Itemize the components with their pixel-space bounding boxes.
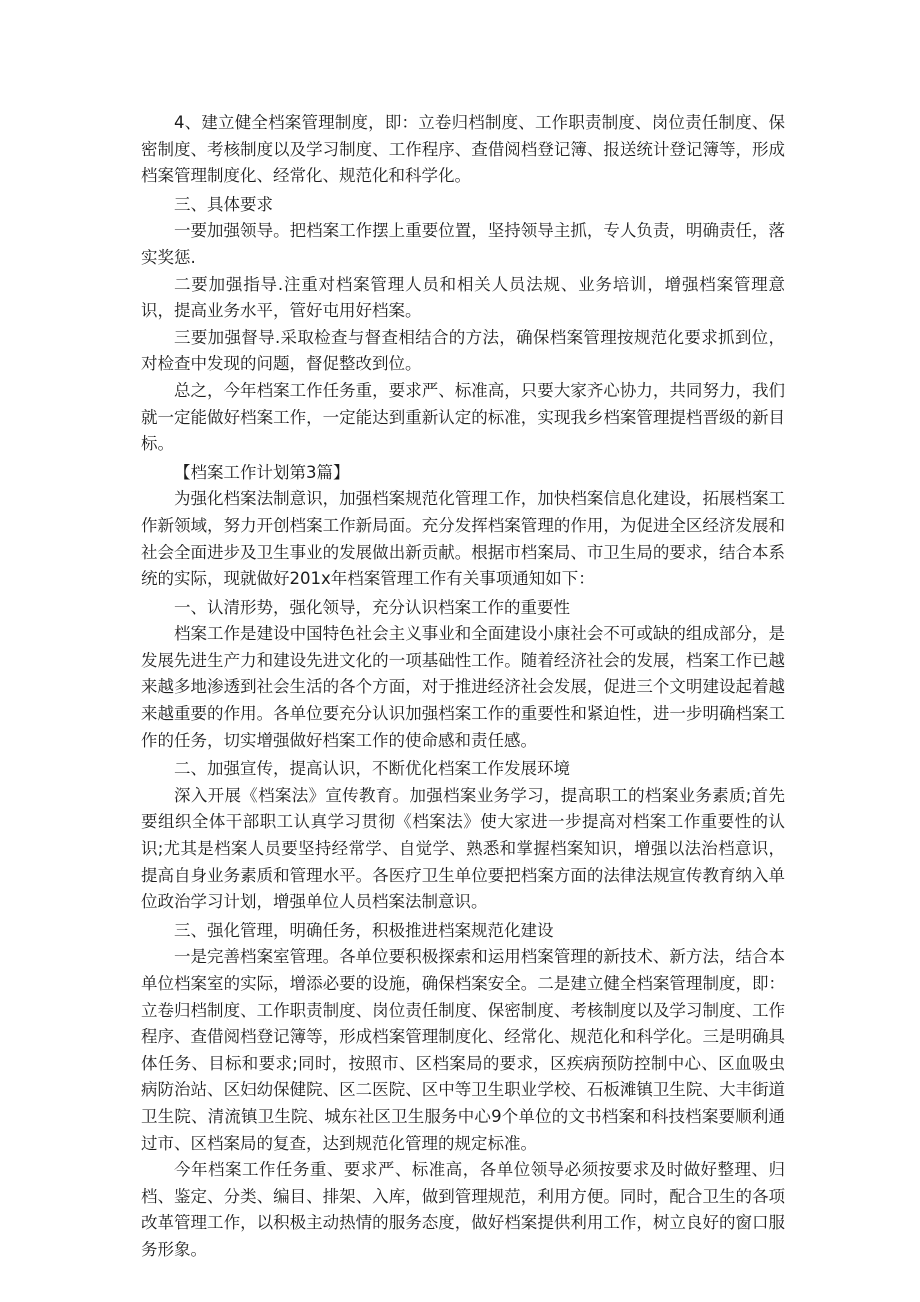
- paragraph-guidance: 二要加强指导.注重对档案管理人员和相关人员法规、业务培训，增强档案管理意识，提高业务水平，管好屯用好档案。: [141, 274, 785, 321]
- paragraph-publicity: 深入开展《档案法》宣传教育。加强档案业务学习，提高职工的档案业务素质;首先要组织全体干部职工认真学习贯彻《档案法》使大家进一步提高对档案工作重要性的认识;尤其是档案人员要坚持经常学、自觉学、熟悉和掌握档案知识，增强以法治档意识，提高自身业务素质和管理水平。各医疗卫生单位要把档案方面的法律法规宣传教育纳入单位政治学习计划，增强单位人员档案法制意识。: [141, 785, 785, 912]
- document-body: [141, 110, 785, 1264]
- paragraph-summary: 总之，今年档案工作任务重，要求严、标准高，只要大家齐心协力，共同努力，我们就一定能做好档案工作，一定能达到重新认定的标准，实现我乡档案管理提档晋级的新目标。: [141, 380, 785, 454]
- paragraph-supervision: 三要加强督导.采取检查与督查相结合的方法，确保档案管理按规范化要求抓到位，对检查中发现的问题，督促整改到位。: [141, 327, 785, 374]
- paragraph-archive-system: 4、建立健全档案管理制度，即：立卷归档制度、工作职责制度、岗位责任制度、保密制度、考核制度以及学习制度、工作程序、查借阅档登记簿、报送统计登记簿等，形成档案管理制度化、经常化、规范化和科学化。: [141, 113, 785, 186]
- paragraph-intro: 为强化档案法制意识，加强档案规范化管理工作，加快档案信息化建设，拓展档案工作新领域，努力开创档案工作新局面。充分发挥档案管理的作用，为促进全区经济发展和社会全面进步及卫生事业的发展做出新贡献。根据市档案局、市卫生局的要求，结合本系统的实际，现就做好201x年档案管理工作有关事项通知如下：: [141, 489, 785, 589]
- section-heading-1: 一、认清形势，强化领导，充分认识档案工作的重要性: [174, 597, 570, 617]
- section-heading-requirements: 三、具体要求: [174, 194, 273, 214]
- paragraph-conclusion: 今年档案工作任务重、要求严、标准高，各单位领导必须按要求及时做好整理、归档、鉴定、分类、编目、排架、入库，做到管理规范，利用方便。同时，配合卫生的各项改革管理工作，以积极主动热情的服务态度，做好档案提供利用工作，树立良好的窗口服务形象。: [141, 1160, 785, 1259]
- article-title-part-3: 【档案工作计划第3篇】: [174, 462, 350, 482]
- paragraph-importance: 档案工作是建设中国特色社会主义事业和全面建设小康社会不可或缺的组成部分，是发展先进生产力和建设先进文化的一项基础性工作。随着经济社会的发展，档案工作已越来越多地渗透到社会生活的各个方面，对于推进经济社会发展，促进三个文明建设起着越来越重要的作用。各单位要充分认识加强档案工作的重要性和紧迫性，进一步明确档案工作的任务，切实增强做好档案工作的使命感和责任感。: [141, 624, 785, 750]
- paragraph-leadership: 一要加强领导。把档案工作摆上重要位置，坚持领导主抓，专人负责，明确责任，落实奖惩.: [141, 221, 785, 267]
- paragraph-management: 一是完善档案室管理。各单位要积极探索和运用档案管理的新技术、新方法，结合本单位档案室的实际，增添必要的设施，确保档案安全。二是建立健全档案管理制度，即：立卷归档制度、工作职责制度、岗位责任制度、保密制度、考核制度以及学习制度、工作程序、查借阅档登记簿等，形成档案管理制度化、经常化、规范化和科学化。三是明确具体任务、目标和要求;同时，按照市、区档案局的要求，区疾病预防控制中心、区血吸虫病防治站、区妇幼保健院、区二医院、区中等卫生职业学校、石板滩镇卫生院、大丰街道卫生院、清流镇卫生院、城东社区卫生服务中心9个单位的文书档案和科技档案要顺利通过市、区档案局的复查，达到规范化管理的规定标准。: [141, 947, 785, 1153]
- section-heading-3: 三、强化管理，明确任务，积极推进档案规范化建设: [174, 920, 554, 940]
- section-heading-2: 二、加强宣传，提高认识，不断优化档案工作发展环境: [174, 759, 570, 779]
